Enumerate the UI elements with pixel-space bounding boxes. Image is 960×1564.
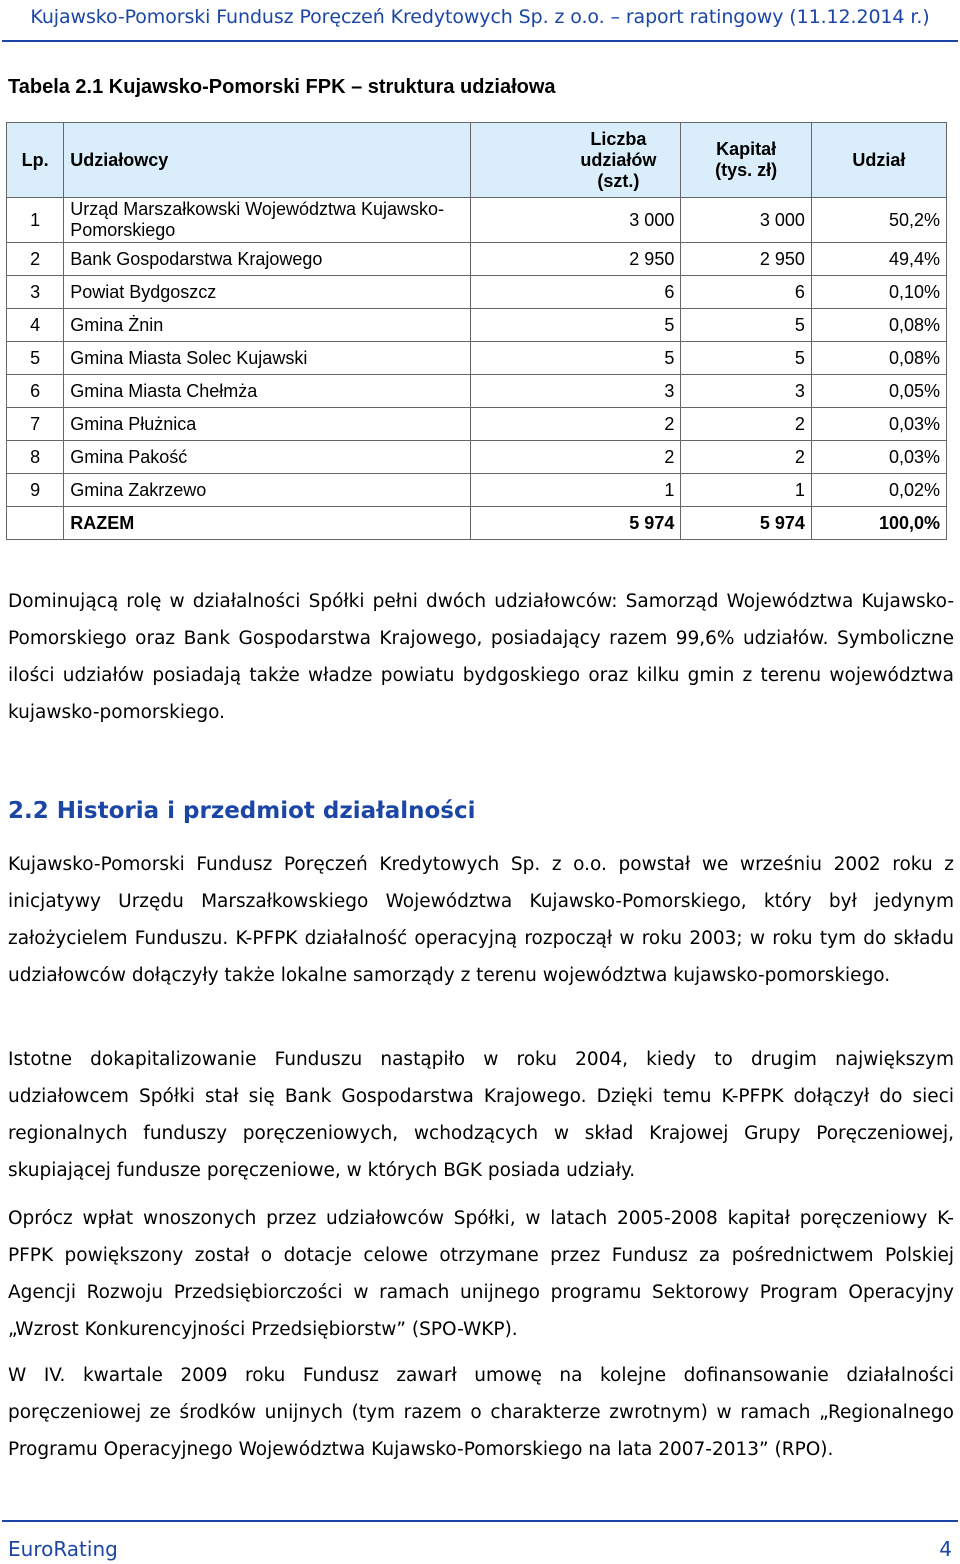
- table-row: [7, 276, 947, 309]
- column-header-shares: Liczba udziałów (szt.): [470, 123, 681, 198]
- table-row: [7, 474, 947, 507]
- cell-capital: 5: [681, 309, 812, 342]
- cell-capital: 5: [681, 342, 812, 375]
- cell-pct: 0,03%: [811, 441, 946, 474]
- table-row: [7, 342, 947, 375]
- cell-shares: 3 000: [470, 198, 681, 243]
- cell-total-capital: 5 974: [681, 507, 812, 540]
- footer-rule: [2, 1520, 958, 1522]
- paragraph-subsidies: [8, 1200, 954, 1348]
- column-header-share-pct: Udział: [811, 123, 946, 198]
- cell-capital: 3 000: [681, 198, 812, 243]
- column-header-shareholders: Udziałowcy: [64, 123, 470, 198]
- cell-name: Bank Gospodarstwa Krajowego: [64, 243, 470, 276]
- cell-pct: 0,08%: [811, 342, 946, 375]
- paragraph-text: W IV. kwartale 2009 roku Fundusz zawarł umowę na kolejne dofinansowanie działalności poręczeniowej ze środków unijnych (tym razem o charakterze zwrotnym) w ramach „Regionalnego Programu Operacyjnego Województwa Kujawsko-Pomorskiego na lata 2007-2013” (RPO).: [8, 1365, 954, 1460]
- cell-lp-empty: [7, 507, 64, 540]
- cell-lp: 5: [7, 342, 64, 375]
- paragraph-text: Oprócz wpłat wnoszonych przez udziałowców Spółki, w latach 2005-2008 kapitał poręczeniowy K-PFPK powiększony został o dotacje celowe otrzymane przez Fundusz za pośrednictwem Polskiej Agencji Rozwoju Przedsiębiorczości w ramach unijnego programu Sektorowy Program Operacyjny „Wzrost Konkurencyjności Przedsiębiorstw” (SPO-WKP).: [8, 1208, 954, 1340]
- shareholder-table: [6, 122, 947, 540]
- cell-name: Gmina Pakość: [64, 441, 470, 474]
- cell-lp: 4: [7, 309, 64, 342]
- cell-pct: 0,08%: [811, 309, 946, 342]
- cell-lp: 8: [7, 441, 64, 474]
- cell-shares: 3: [470, 375, 681, 408]
- section-heading: 2.2 Historia i przedmiot działalności: [8, 798, 476, 824]
- cell-shares: 5: [470, 342, 681, 375]
- cell-lp: 6: [7, 375, 64, 408]
- cell-pct: 0,03%: [811, 408, 946, 441]
- cell-name: Gmina Płużnica: [64, 408, 470, 441]
- cell-shares: 5: [470, 309, 681, 342]
- cell-name: Gmina Zakrzewo: [64, 474, 470, 507]
- page-number: 4: [939, 1537, 952, 1561]
- cell-shares: 2: [470, 408, 681, 441]
- cell-pct: 0,02%: [811, 474, 946, 507]
- cell-lp: 7: [7, 408, 64, 441]
- cell-capital: 2 950: [681, 243, 812, 276]
- column-header-lp: Lp.: [7, 123, 64, 198]
- cell-total-pct: 100,0%: [811, 507, 946, 540]
- cell-name: Urząd Marszałkowski Województwa Kujawsko-Pomorskiego: [64, 198, 470, 243]
- table-row: [7, 441, 947, 474]
- header-title: Kujawsko-Pomorski Fundusz Poręczeń Kredytowych Sp. z o.o. – raport ratingowy (11.12.2014 r.): [30, 6, 930, 28]
- cell-shares: 1: [470, 474, 681, 507]
- paragraph-rpo: [8, 1357, 954, 1468]
- cell-shares: 2 950: [470, 243, 681, 276]
- paragraph-text: Kujawsko-Pomorski Fundusz Poręczeń Kredytowych Sp. z o.o. powstał we wrześniu 2002 roku z inicjatywy Urzędu Marszałkowskiego Województwa Kujawsko-Pomorskiego, który był jedynym założycielem Funduszu. K-PFPK działalność operacyjną rozpoczął w roku 2003; w roku tym do składu udziałowców dołączyły także lokalne samorządy z terenu województwa kujawsko-pomorskiego.: [8, 854, 954, 986]
- paragraph-capitalization: [8, 1041, 954, 1189]
- paragraph-text: Istotne dokapitalizowanie Funduszu nastąpiło w roku 2004, kiedy to drugim największym udziałowcem Spółki stał się Bank Gospodarstwa Krajowego. Dzięki temu K-PFPK dołączył do sieci regionalnych funduszy poręczeniowych, wchodzących w skład Krajowej Grupy Poręczeniowej, skupiającej fundusze poręczeniowe, w których BGK posiada udziały.: [8, 1049, 954, 1181]
- cell-name: Powiat Bydgoszcz: [64, 276, 470, 309]
- cell-total-label: RAZEM: [64, 507, 470, 540]
- table-row: [7, 408, 947, 441]
- cell-lp: 3: [7, 276, 64, 309]
- cell-capital: 1: [681, 474, 812, 507]
- cell-capital: 2: [681, 408, 812, 441]
- paragraph-shareholders: [8, 583, 954, 731]
- cell-pct: 50,2%: [811, 198, 946, 243]
- cell-name: Gmina Żnin: [64, 309, 470, 342]
- cell-capital: 2: [681, 441, 812, 474]
- paragraph-text: Dominującą rolę w działalności Spółki pełni dwóch udziałowców: Samorząd Województwa Kujawsko-Pomorskiego oraz Bank Gospodarstwa Krajowego, posiadający razem 99,6% udziałów. Symboliczne ilości udziałów posiadają także władze powiatu bydgoskiego oraz kilku gmin z terenu województwa kujawsko-pomorskiego.: [8, 591, 954, 723]
- cell-total-shares: 5 974: [470, 507, 681, 540]
- page-header: [0, 0, 960, 42]
- table-total-row: [7, 507, 947, 540]
- cell-pct: 0,05%: [811, 375, 946, 408]
- table-row: [7, 198, 947, 243]
- table-title: Tabela 2.1 Kujawsko-Pomorski FPK – struktura udziałowa: [8, 76, 556, 98]
- paragraph-history: [8, 846, 954, 994]
- table-header-row: [7, 123, 947, 198]
- cell-pct: 49,4%: [811, 243, 946, 276]
- cell-lp: 9: [7, 474, 64, 507]
- cell-name: Gmina Miasta Solec Kujawski: [64, 342, 470, 375]
- table-row: [7, 243, 947, 276]
- cell-lp: 2: [7, 243, 64, 276]
- cell-shares: 6: [470, 276, 681, 309]
- cell-lp: 1: [7, 198, 64, 243]
- cell-capital: 6: [681, 276, 812, 309]
- header-rule: [2, 40, 958, 42]
- cell-name: Gmina Miasta Chełmża: [64, 375, 470, 408]
- table-row: [7, 375, 947, 408]
- column-header-capital: Kapitał (tys. zł): [681, 123, 812, 198]
- cell-pct: 0,10%: [811, 276, 946, 309]
- footer-brand: EuroRating: [8, 1537, 118, 1561]
- cell-shares: 2: [470, 441, 681, 474]
- table-row: [7, 309, 947, 342]
- cell-capital: 3: [681, 375, 812, 408]
